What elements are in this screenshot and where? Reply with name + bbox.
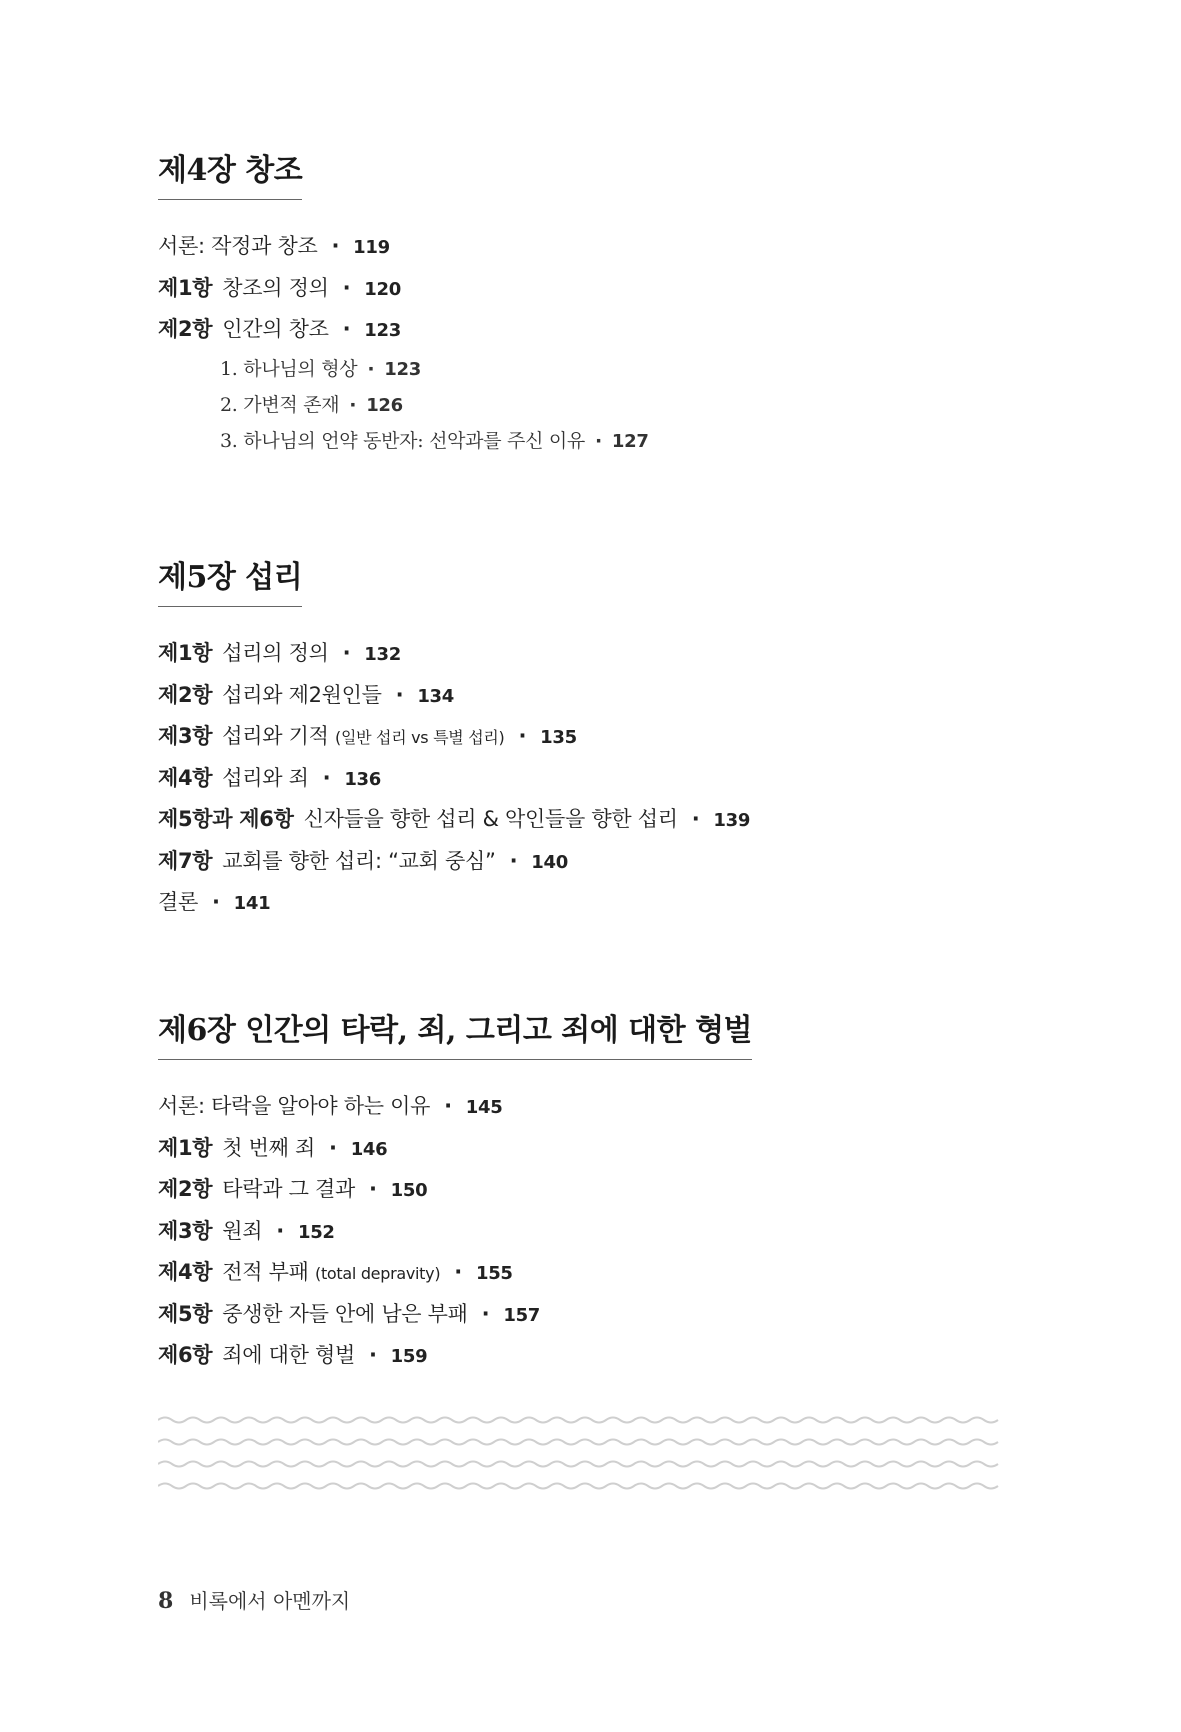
page-number: 120 <box>364 278 401 300</box>
page-footer <box>158 1585 350 1614</box>
separator-dot: · <box>349 393 357 416</box>
page-number: 140 <box>531 851 568 873</box>
page-number: 155 <box>475 1263 513 1284</box>
entry-label: 제2항 <box>158 1177 213 1201</box>
entry-text: 타락과 그 결과 <box>222 1177 355 1201</box>
separator-dot: · <box>342 641 351 665</box>
entry-label: 제4항 <box>158 1260 213 1284</box>
toc-entries <box>158 226 649 459</box>
subentry-text: 3. 하나님의 언약 동반자: 선악과를 주신 이유 <box>220 429 585 452</box>
separator-dot: · <box>331 234 340 258</box>
separator-dot: · <box>691 807 700 831</box>
toc-entry <box>158 1169 752 1211</box>
entry-note: (일반 섭리 vs 특별 섭리) <box>335 728 505 747</box>
toc-entry <box>158 1335 752 1377</box>
page-number: 123 <box>364 320 401 341</box>
separator-dot: · <box>454 1260 462 1284</box>
chapter-5-section <box>158 552 750 924</box>
page-number: 136 <box>344 768 381 790</box>
separator-dot: · <box>342 275 351 300</box>
page-number: 146 <box>350 1138 388 1160</box>
entry-text: 인간의 창조 <box>222 317 329 341</box>
chapter-title: 제4장 창조 <box>158 145 302 200</box>
separator-dot: · <box>509 848 518 873</box>
entry-label: 제1항 <box>158 275 213 300</box>
toc-entry <box>158 1211 752 1253</box>
page-number: 152 <box>297 1221 335 1243</box>
entry-text: 서론: 작정과 창조 <box>158 234 318 258</box>
entry-text: 창조의 정의 <box>222 275 329 300</box>
toc-entry <box>158 633 750 675</box>
separator-dot: · <box>329 1135 337 1160</box>
toc-entry <box>158 268 649 310</box>
entry-text: 죄에 대한 형벌 <box>222 1343 355 1367</box>
toc-entry <box>158 758 750 800</box>
chapter-title: 제6장 인간의 타락, 죄, 그리고 죄에 대한 형벌 <box>158 1005 752 1060</box>
page-number: 141 <box>233 893 271 914</box>
entry-label: 제5항 <box>158 1301 213 1326</box>
entry-text: 중생한 자들 안에 남은 부패 <box>222 1301 468 1326</box>
page-number: 132 <box>364 644 401 665</box>
toc-entry <box>158 309 649 351</box>
entry-text: 신자들을 향한 섭리 & 악인들을 향한 섭리 <box>303 807 678 831</box>
entry-label: 제5항과 제6항 <box>158 807 294 831</box>
page-number: 150 <box>390 1180 428 1201</box>
separator-dot: · <box>367 357 375 380</box>
entry-text: 결론 <box>158 890 198 914</box>
page-number: 134 <box>417 685 455 707</box>
entry-label: 제3항 <box>158 724 213 748</box>
toc-subentry <box>158 387 649 423</box>
page-number: 119 <box>353 237 390 258</box>
toc-entry <box>158 716 750 758</box>
entry-text: 원죄 <box>222 1218 263 1243</box>
page-number: 139 <box>713 810 751 831</box>
chapter-title: 제5장 섭리 <box>158 552 302 607</box>
separator-dot: · <box>395 682 404 707</box>
separator-dot: · <box>481 1301 490 1326</box>
entry-label: 제1항 <box>158 1135 213 1160</box>
entry-text: 섭리와 죄 <box>222 765 309 790</box>
subentry-text: 2. 가변적 존재 <box>220 393 340 416</box>
separator-dot: · <box>595 429 602 452</box>
footer-page-number: 8 <box>158 1588 174 1614</box>
entry-label: 제6항 <box>158 1343 213 1367</box>
entry-label: 제7항 <box>158 848 213 873</box>
wave-divider-ornament <box>158 1410 1000 1500</box>
page-number: 127 <box>611 430 649 452</box>
toc-entry <box>158 675 750 717</box>
chapter-6-section <box>158 1005 752 1377</box>
toc-entry <box>158 799 750 841</box>
separator-dot: · <box>368 1177 377 1201</box>
page-number: 157 <box>503 1304 541 1326</box>
toc-entry <box>158 1128 752 1170</box>
page-number: 135 <box>540 727 577 748</box>
footer-book-title: 비록에서 아멘까지 <box>189 1589 351 1613</box>
separator-dot: · <box>276 1218 284 1243</box>
entry-label: 제1항 <box>158 641 213 665</box>
entry-text: 전적 부패 <box>222 1260 309 1284</box>
toc-entries <box>158 1086 752 1377</box>
toc-entry <box>158 1294 752 1336</box>
entry-label: 제2항 <box>158 317 213 341</box>
entry-label: 제2항 <box>158 682 213 707</box>
page-number: 126 <box>366 394 403 416</box>
separator-dot: · <box>211 890 220 914</box>
chapter-4-section <box>158 145 649 459</box>
entry-text: 첫 번째 죄 <box>222 1135 315 1160</box>
entry-text: 섭리와 제2원인들 <box>222 682 382 707</box>
entry-note: (total depravity) <box>315 1264 441 1283</box>
toc-entry <box>158 1086 752 1128</box>
entry-label: 제3항 <box>158 1218 213 1243</box>
entry-text: 섭리의 정의 <box>222 641 329 665</box>
page-number: 159 <box>390 1346 428 1367</box>
separator-dot: · <box>322 765 331 790</box>
separator-dot: · <box>368 1343 377 1367</box>
toc-subentry <box>158 351 649 387</box>
entry-text: 섭리와 기적 <box>222 724 329 748</box>
page-number: 123 <box>384 358 421 380</box>
entry-text: 교회를 향한 섭리: “교회 중심” <box>222 848 496 873</box>
toc-entry <box>158 882 750 924</box>
entry-text: 서론: 타락을 알아야 하는 이유 <box>158 1094 431 1118</box>
page-number: 145 <box>465 1097 503 1118</box>
toc-entry <box>158 1252 752 1294</box>
toc-subentry <box>158 423 649 459</box>
toc-entries <box>158 633 750 924</box>
entry-label: 제4항 <box>158 765 213 790</box>
separator-dot: · <box>342 317 351 341</box>
subentry-text: 1. 하나님의 형상 <box>220 357 358 380</box>
toc-entry <box>158 226 649 268</box>
toc-entry <box>158 841 750 883</box>
separator-dot: · <box>444 1094 452 1118</box>
separator-dot: · <box>518 724 527 748</box>
